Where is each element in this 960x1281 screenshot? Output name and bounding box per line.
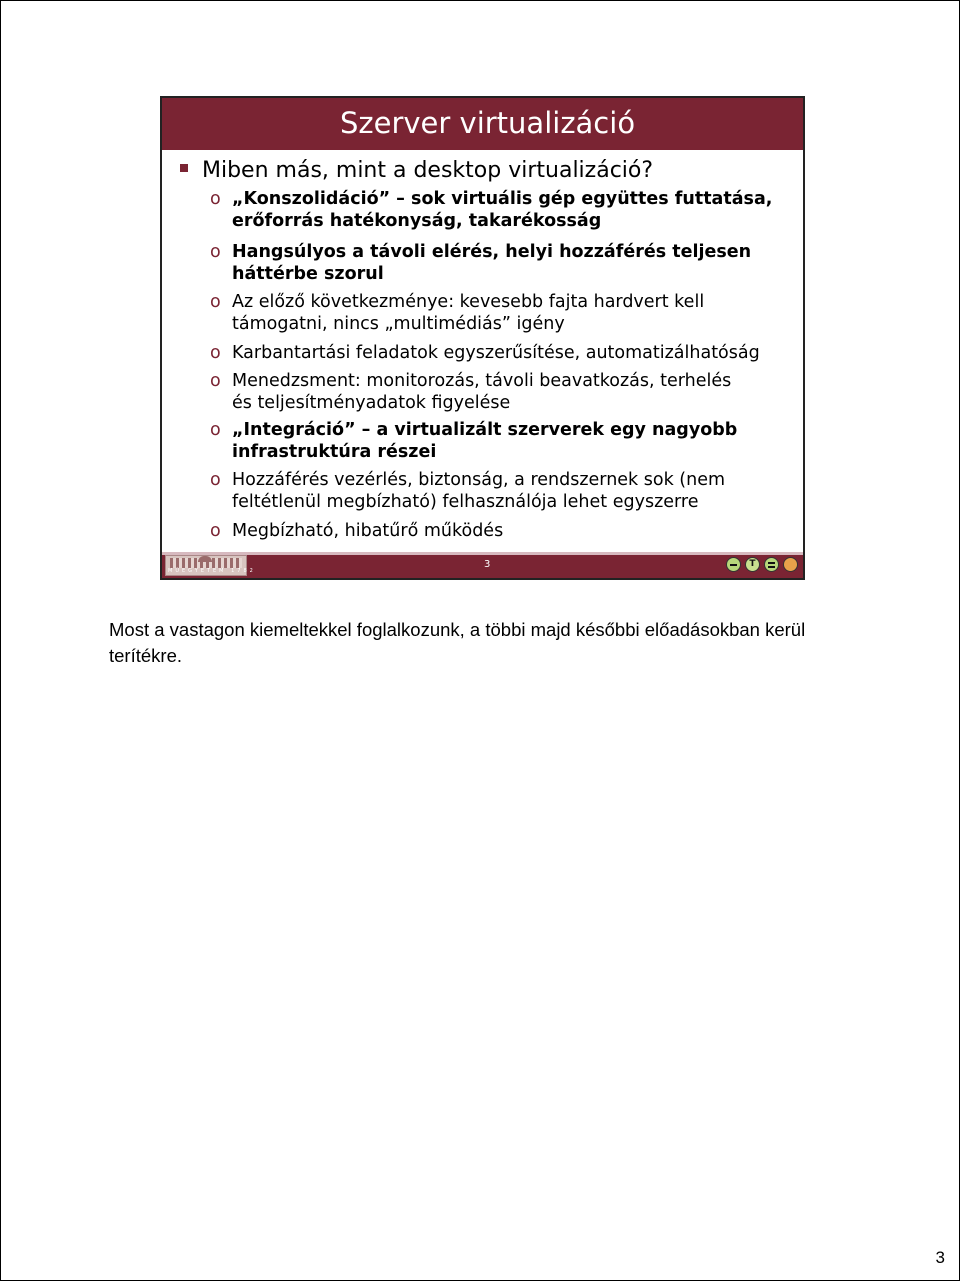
slide-header bbox=[162, 98, 803, 150]
slide-number: 3 bbox=[484, 559, 491, 570]
bullet-line: Karbantartási feladatok egyszerűsítése, automatizálhatóság bbox=[232, 343, 760, 363]
minus-icon bbox=[726, 557, 741, 572]
bullet-line: Menedzsment: monitorozás, távoli beavatkozás, terhelés bbox=[232, 371, 732, 391]
bullet-line: feltétlenül megbízható) felhasználója lehet egyszerre bbox=[232, 492, 699, 512]
bullet-text bbox=[232, 419, 795, 463]
bullet-text bbox=[232, 291, 795, 335]
page-number: 3 bbox=[935, 1248, 945, 1267]
main-bullet-text: Miben más, mint a desktop virtualizáció? bbox=[202, 158, 654, 183]
square-bullet-icon bbox=[180, 164, 188, 172]
t-icon: T bbox=[745, 557, 760, 572]
bullet-text bbox=[232, 520, 795, 542]
bullet-item bbox=[210, 342, 795, 364]
bullet-line: háttérbe szorul bbox=[232, 264, 384, 284]
bullet-line: támogatni, nincs „multimédiás” igény bbox=[232, 314, 565, 334]
circle-bullet-icon: o bbox=[210, 470, 221, 490]
bullet-item bbox=[210, 520, 795, 542]
bullet-item bbox=[210, 419, 795, 463]
circle-bullet-icon: o bbox=[210, 371, 221, 391]
footer-strip bbox=[162, 552, 803, 555]
bullet-line: és teljesítményadatok figyelése bbox=[232, 393, 511, 413]
slide-body bbox=[162, 150, 803, 550]
slide-footer bbox=[162, 552, 803, 578]
circle-bullet-icon: o bbox=[210, 189, 221, 209]
logo-text: MŰEGYETEM 1782 bbox=[168, 568, 256, 574]
bullet-text bbox=[232, 188, 795, 232]
circle-bullet-icon: o bbox=[210, 521, 221, 541]
bullet-line: Megbízható, hibatűrő működés bbox=[232, 521, 504, 541]
logo-badge-icon bbox=[783, 557, 798, 572]
dome-icon bbox=[198, 556, 212, 562]
bullet-item bbox=[210, 370, 795, 414]
bullet-text bbox=[232, 241, 795, 285]
circle-bullet-icon: o bbox=[210, 420, 221, 440]
menu-icon bbox=[764, 557, 779, 572]
bullet-line: Hozzáférés vezérlés, biztonság, a rendszernek sok (nem bbox=[232, 470, 726, 490]
bullet-text bbox=[232, 469, 795, 513]
bullet-item bbox=[210, 291, 795, 335]
circle-bullet-icon: o bbox=[210, 292, 221, 312]
bullet-text bbox=[232, 370, 795, 414]
slide-image bbox=[160, 96, 805, 580]
bullet-text bbox=[232, 342, 795, 364]
slide-title: Szerver virtualizáció bbox=[340, 106, 636, 140]
bullet-line: erőforrás hatékonyság, takarékosság bbox=[232, 211, 602, 231]
main-bullet bbox=[180, 158, 653, 183]
bullet-item bbox=[210, 469, 795, 513]
university-logo bbox=[165, 555, 256, 576]
circle-bullet-icon: o bbox=[210, 242, 221, 262]
bullet-line: Hangsúlyos a távoli elérés, helyi hozzáférés teljesen bbox=[232, 242, 752, 262]
bullet-item bbox=[210, 188, 795, 232]
bullet-line: infrastruktúra részei bbox=[232, 442, 437, 462]
bullet-line: „Integráció” – a virtualizált szerverek egy nagyobb bbox=[232, 420, 738, 440]
bullet-line: „Konszolidáció” – sok virtuális gép együttes futtatása, bbox=[232, 189, 773, 209]
circle-bullet-icon: o bbox=[210, 343, 221, 363]
bullet-item bbox=[210, 241, 795, 285]
notes-line: terítékre. bbox=[109, 645, 182, 666]
bullet-line: Az előző következménye: kevesebb fajta hardvert kell bbox=[232, 292, 705, 312]
notes-line: Most a vastagon kiemeltekkel foglalkozunk, a többi majd későbbi előadásokban kerül bbox=[109, 619, 806, 640]
speaker-notes bbox=[109, 617, 869, 669]
